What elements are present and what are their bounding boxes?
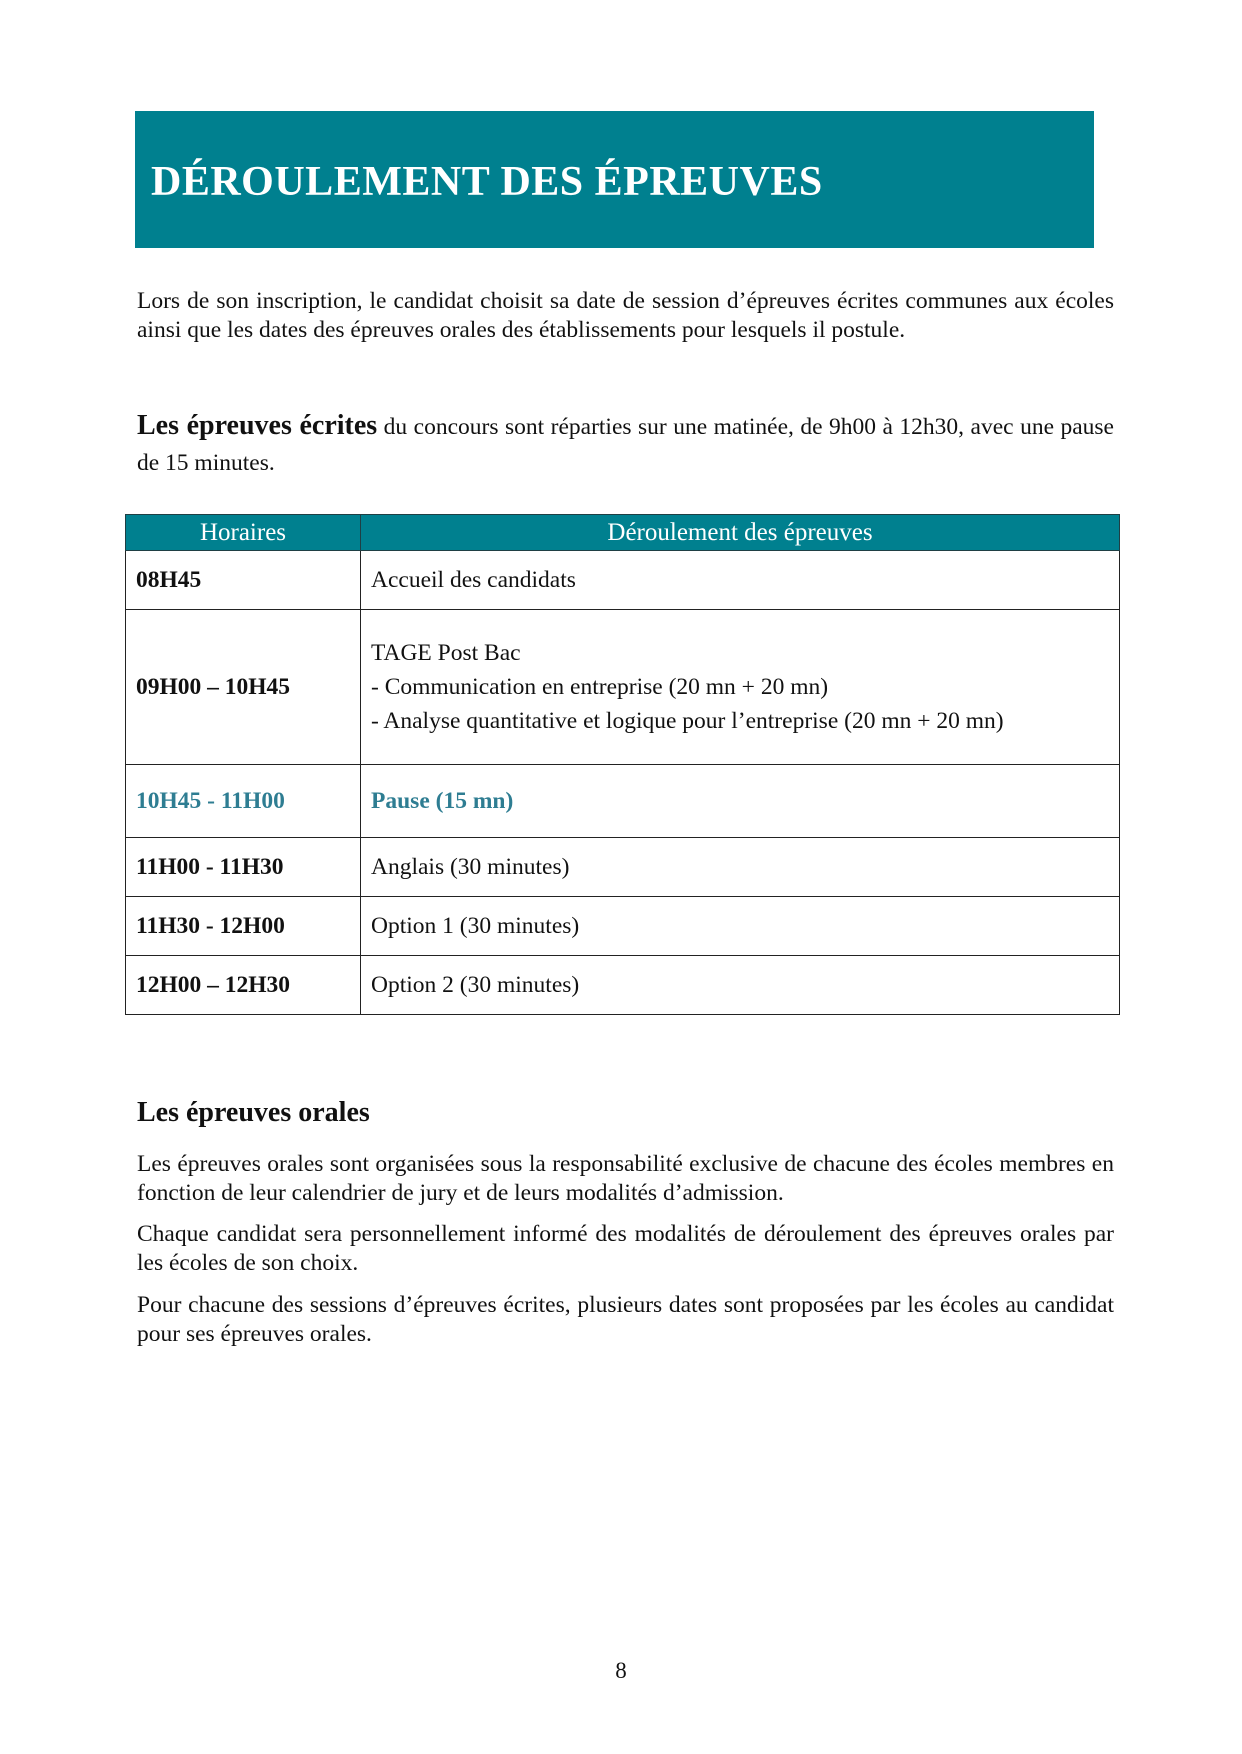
tage-title: TAGE Post Bac — [371, 640, 521, 666]
row-description: Option 2 (30 minutes) — [361, 956, 1120, 1015]
row-time: 10H45 - 11H00 — [126, 765, 361, 838]
written-exams-paragraph — [137, 408, 1114, 481]
tage-item: - Communication en entreprise (20 mn + 20 mn) — [371, 674, 829, 700]
table-row-pause — [126, 765, 1120, 838]
oral-paragraph: Pour chacune des sessions d’épreuves écrites, plusieurs dates sont proposées par les écoles au candidat pour ses épreuves orales. — [137, 1292, 1114, 1347]
row-time: 12H00 – 12H30 — [126, 956, 361, 1015]
row-description: Anglais (30 minutes) — [361, 838, 1120, 897]
oral-paragraph: Les épreuves orales sont organisées sous la responsabilité exclusive de chacune des écoles membres en fonction de leur calendrier de jury et de leurs modalités d’admission. — [137, 1151, 1114, 1206]
column-header-horaires: Horaires — [126, 515, 361, 551]
table-row — [126, 897, 1120, 956]
table-row — [126, 610, 1120, 765]
written-exams-text: du concours sont réparties sur une matinée, de 9h00 à 12h30, avec une pause de 15 minutes. — [137, 414, 1114, 476]
row-description: Option 1 (30 minutes) — [361, 897, 1120, 956]
title-banner — [135, 111, 1094, 248]
row-time: 09H00 – 10H45 — [126, 610, 361, 765]
row-time: 11H00 - 11H30 — [126, 838, 361, 897]
row-time: 11H30 - 12H00 — [126, 897, 361, 956]
written-exams-lead: Les épreuves écrites — [137, 410, 378, 441]
column-header-deroulement: Déroulement des épreuves — [361, 515, 1120, 551]
oral-exams-heading: Les épreuves orales — [137, 1097, 370, 1128]
row-description: Accueil des candidats — [361, 551, 1120, 610]
row-description — [361, 610, 1120, 765]
page-number: 8 — [615, 1658, 627, 1683]
intro-paragraph: Lors de son inscription, le candidat choisit sa date de session d’épreuves écrites communes aux écoles ainsi que les dates des épreuves orales des établissements pour lesquels il postule. — [137, 288, 1114, 343]
row-description: Pause (15 mn) — [361, 765, 1120, 838]
table-row — [126, 956, 1120, 1015]
row-time: 08H45 — [126, 551, 361, 610]
schedule-table — [125, 514, 1120, 1015]
tage-item: - Analyse quantitative et logique pour l’entreprise (20 mn + 20 mn) — [371, 708, 1004, 734]
table-row — [126, 838, 1120, 897]
table-row — [126, 551, 1120, 610]
table-header-row — [126, 515, 1120, 551]
page-title: DÉROULEMENT DES ÉPREUVES — [151, 159, 823, 205]
oral-paragraph: Chaque candidat sera personnellement informé des modalités de déroulement des épreuves orales par les écoles de son choix. — [137, 1221, 1114, 1276]
